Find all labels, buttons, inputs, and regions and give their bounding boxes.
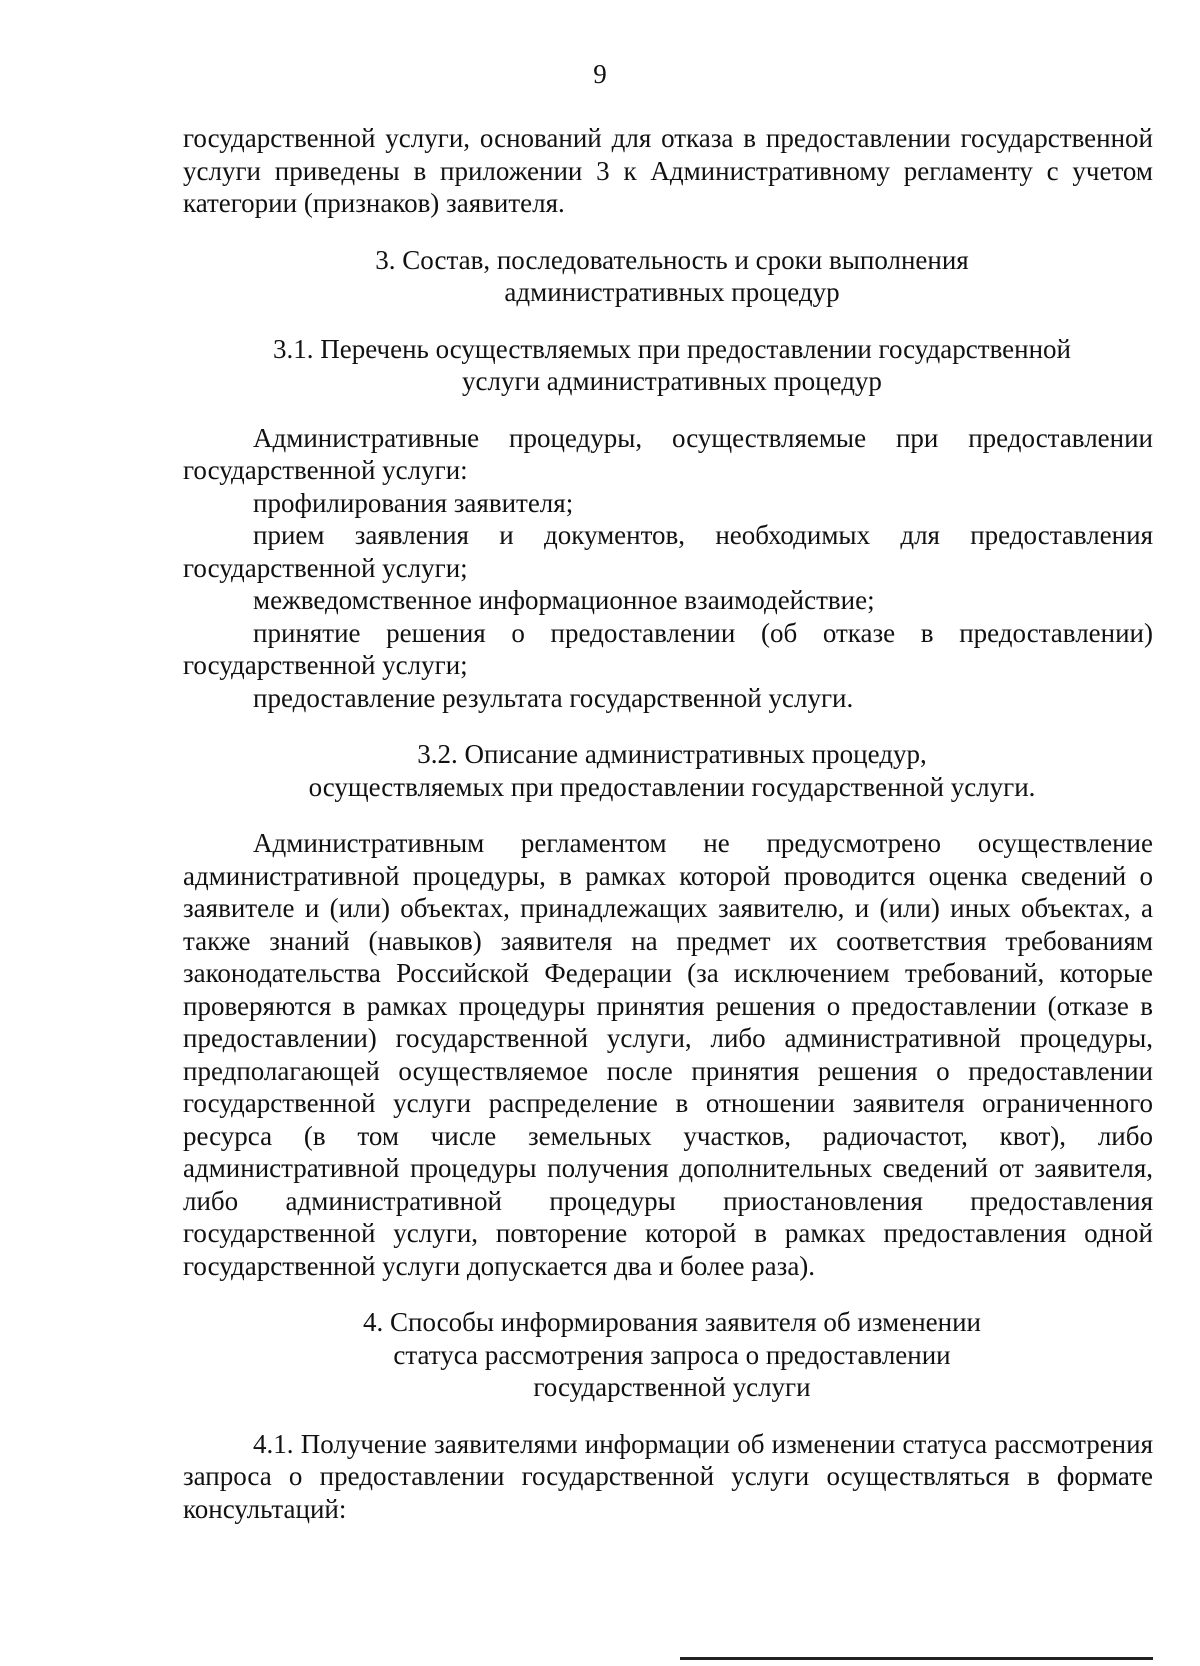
section-3-2-body: Административным регламентом не предусмотрено осуществление административной процедуры, в рамках которой проводится оценка сведений о заявителе и (или) объектах, принадлежащих заявителю, и (или) иных объектах, а также знаний (навыков) заявителя на предмет их соответствия требованиям законодательства Российской Федерации (за исключением требований, которые проверяются в рамках процедуры принятия решения о предоставлении (отказе в предоставлении) государственной услуги, либо административной процедуры, предполагающей осуществляемое после принятия решения о предоставлении государственной услуги распределение в отношении заявителя ограниченного ресурса (в том числе земельных участков, радиочастот, квот), либо административной процедуры получения дополнительных сведений от заявителя, либо административной процедуры приостановления предоставления государственной услуги, повторение которой в рамках предоставления одной государственной услуги допускается два и более раза).	[183, 828, 1153, 1281]
section-4-heading-line-1: 4. Способы информирования заявителя об изменении	[363, 1307, 981, 1337]
intro-paragraph: государственной услуги, оснований для отказа в предоставлении государственной услуги приведены в приложении 3 к Административному регламенту с учетом категории (признаков) заявителя.	[183, 123, 1153, 218]
section-3-2-heading-line-2: осуществляемых при предоставлении государственной услуги.	[308, 771, 1036, 802]
section-3-1-heading	[183, 333, 1153, 398]
footer-rule	[680, 1657, 1153, 1660]
section-3-1-heading-line-2: услуги административных процедур	[462, 366, 882, 396]
section-4-heading	[183, 1306, 1153, 1404]
section-4-heading-line-3: государственной услуги	[533, 1372, 811, 1402]
section-3-2-heading	[183, 738, 1153, 803]
section-3-1-lead: Административные процедуры, осуществляемые при предоставлении государственной услуги:	[183, 422, 1153, 485]
procedure-list-item: межведомственное информационное взаимодействие;	[253, 585, 875, 615]
section-3-heading-line-2: административных процедур	[504, 277, 840, 307]
page-content	[183, 122, 1153, 1525]
page-number: 9	[593, 59, 607, 89]
section-3-1-heading-line-1: 3.1. Перечень осуществляемых при предоставлении государственной	[272, 333, 1071, 364]
procedure-list-item: прием заявления и документов, необходимых для предоставления государственной услуги;	[183, 520, 1153, 583]
section-3-heading-line-1: 3. Состав, последовательность и сроки выполнения	[375, 244, 969, 275]
procedure-list-item: профилирования заявителя;	[253, 487, 574, 518]
section-4-1-paragraph: 4.1. Получение заявителями информации об изменении статуса рассмотрения запроса о предоставлении государственной услуги осуществляться в формате консультаций:	[183, 1428, 1153, 1524]
section-3-heading	[183, 244, 1153, 309]
procedure-list-item: принятие решения о предоставлении (об отказе в предоставлении) государственной услуги;	[183, 617, 1153, 680]
section-3-2-heading-line-1: 3.2. Описание административных процедур,	[417, 739, 927, 769]
section-4-heading-line-2: статуса рассмотрения запроса о предоставлении	[393, 1339, 951, 1370]
procedure-list-item: предоставление результата государственной услуги.	[253, 682, 854, 713]
